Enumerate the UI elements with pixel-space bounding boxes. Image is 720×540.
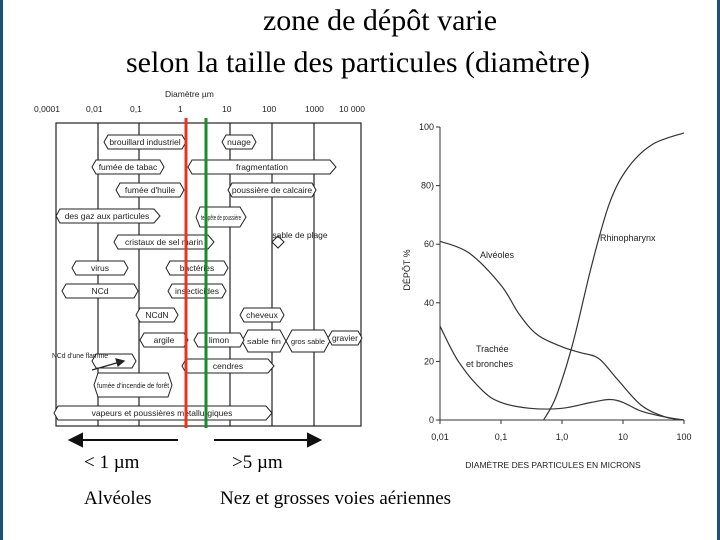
alveoles-zone-label: Alvéoles	[84, 488, 152, 509]
diameter-tick-label: 0,1	[130, 104, 142, 114]
item-label: NCd	[91, 286, 109, 296]
item-label: tempête de poussière	[201, 213, 241, 222]
item-label: nuage	[227, 137, 251, 147]
diameter-tick-label: 0,01	[86, 104, 103, 114]
upper-airways-zone-label: Nez et grosses voies aériennes	[220, 488, 452, 509]
y-tick-label: 40	[423, 297, 434, 308]
series-label-alveoles: Alvéoles	[480, 250, 515, 260]
y-tick-label: 60	[423, 239, 434, 250]
item-label: NCdN	[145, 310, 169, 320]
item-label: brouillard industriel	[109, 137, 181, 147]
series-label-trachee-2: et bronches	[466, 359, 514, 369]
item-label: cristaux de sel marin	[125, 237, 203, 247]
item-label: argile	[153, 335, 175, 345]
item-label: sable de plage	[272, 230, 328, 240]
item-label: NCd d'une flamme	[52, 351, 108, 360]
item-label: fumée d'huile	[124, 185, 176, 195]
y-tick-label: 20	[423, 356, 434, 367]
item-label: vapeurs et poussières métallurgiques	[91, 408, 233, 418]
diameter-tick-label: 100	[262, 104, 277, 114]
item-label: cendres	[212, 361, 244, 371]
item-label: fumée d'incendie de forêt	[97, 381, 170, 390]
diameter-tick-label: 1	[178, 104, 183, 114]
small-size-label: < 1 µm	[84, 452, 140, 473]
large-size-label: >5 µm	[232, 452, 283, 473]
item-label: sable fin	[247, 337, 281, 346]
upper-airways-arrowhead	[308, 434, 320, 446]
item-label: cheveux	[246, 310, 278, 320]
slide-title-line-1: zone de dépôt varie	[262, 4, 498, 37]
diameter-axis-title: Diamètre µm	[165, 89, 214, 99]
x-tick-label: 0,1	[494, 432, 508, 442]
y-axis-label: DÉPÔT %	[402, 249, 412, 291]
x-tick-label: 0,01	[431, 432, 449, 442]
series-label-rhinopharynx: Rhinopharynx	[600, 233, 656, 243]
item-label: gravier	[332, 333, 358, 343]
item-label: des gaz aux particules	[64, 211, 150, 221]
y-tick-label: 0	[428, 415, 434, 425]
x-tick-label: 10	[617, 432, 629, 442]
diameter-tick-label: 1000	[305, 104, 324, 114]
item-label: limon	[208, 335, 230, 345]
x-tick-label: 100	[676, 432, 692, 442]
item-label: poussière de calcaire	[231, 185, 313, 195]
y-tick-label: 80)	[420, 180, 434, 191]
diameter-tick-label: 10	[222, 104, 232, 114]
item-label: bactéries	[179, 263, 215, 273]
slide-title-line-2: selon la taille des particules (diamètre)	[126, 46, 590, 79]
alveoles-arrowhead	[70, 434, 82, 446]
item-label: insecticides	[175, 286, 219, 296]
series-label-trachee-1: Trachée	[476, 344, 509, 354]
diameter-tick-label: 0,0001	[34, 104, 60, 114]
item-label: virus	[91, 263, 109, 273]
item-label: fragmentation	[236, 162, 288, 172]
x-axis-label: DIAMÈTRE DES PARTICULES EN MICRONS	[465, 460, 641, 470]
x-tick-label: 1,0	[555, 432, 569, 442]
y-tick-label: 100	[418, 122, 434, 132]
item-label: gros sable	[291, 337, 325, 346]
item-label: fumée de tabac	[98, 162, 158, 172]
diameter-tick-label: 10 000	[339, 104, 365, 114]
